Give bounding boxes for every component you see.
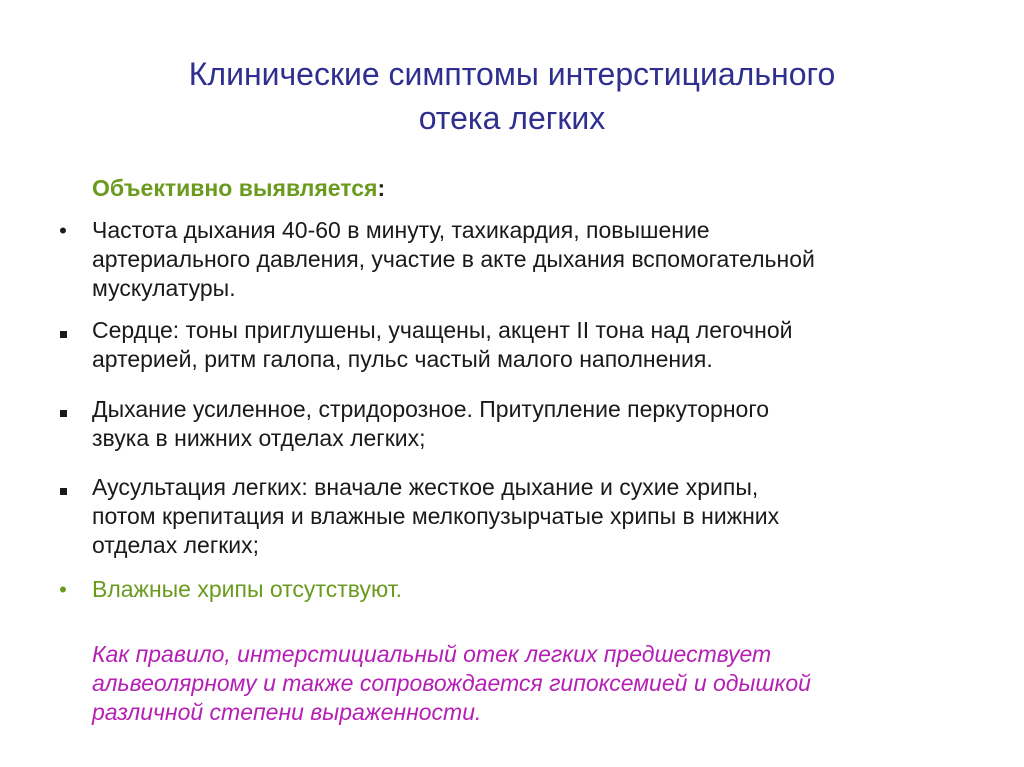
list-item-line: потом крепитация и влажные мелкопузырчатые хрипы в нижних bbox=[92, 503, 780, 529]
bullet-dot-icon: • bbox=[59, 218, 67, 243]
slide-title-line-1: Клинические симптомы интерстициального bbox=[188, 56, 836, 92]
italic-note bbox=[92, 640, 992, 727]
list-item bbox=[48, 575, 998, 604]
list-item bbox=[48, 216, 998, 303]
list-item-line: артерией, ритм галопа, пульс частый малого наполнения. bbox=[92, 346, 713, 372]
bullet-square-icon bbox=[48, 473, 78, 502]
note-line: альвеолярному и также сопровождается гипоксемией и одышкой bbox=[92, 670, 811, 696]
bullet-square-icon bbox=[48, 316, 78, 345]
list-item bbox=[48, 473, 998, 560]
list-item-line: отделах легких; bbox=[92, 532, 260, 558]
list-item-line: звука в нижних отделах легких; bbox=[92, 425, 426, 451]
list-item-line: Дыхание усиленное, стридорозное. Притупление перкуторного bbox=[92, 396, 770, 422]
slide-title-line-2: отека легких bbox=[418, 100, 606, 136]
list-item-text bbox=[92, 395, 998, 453]
section-subheading bbox=[92, 173, 385, 203]
list-item-text bbox=[92, 216, 998, 303]
slide-title bbox=[60, 52, 964, 140]
list-item-text bbox=[92, 316, 998, 374]
note-line: Как правило, интерстициальный отек легких предшествует bbox=[92, 641, 772, 667]
list-item bbox=[48, 395, 998, 453]
subheading-colon: : bbox=[377, 175, 386, 201]
list-item-line: Аусультация легких: вначале жесткое дыхание и сухие хрипы, bbox=[92, 474, 759, 500]
list-item-line: Сердце: тоны приглушены, учащены, акцент II тона над легочной bbox=[92, 317, 793, 343]
bullet-square-icon bbox=[48, 395, 78, 424]
list-item-text bbox=[92, 473, 998, 560]
list-item bbox=[48, 316, 998, 374]
list-item-line: Влажные хрипы отсутствуют. bbox=[92, 576, 403, 602]
note-line: различной степени выраженности. bbox=[92, 699, 482, 725]
list-item-text bbox=[92, 575, 998, 604]
list-item-line: мускулатуры. bbox=[92, 275, 236, 301]
list-item-line: Частота дыхания 40-60 в минуту, тахикардия, повышение bbox=[92, 217, 710, 243]
subheading-label: Объективно выявляется bbox=[92, 175, 378, 201]
list-item-line: артериального давления, участие в акте дыхания вспомогательной bbox=[92, 246, 815, 272]
bullet-dot-icon: • bbox=[59, 577, 67, 602]
